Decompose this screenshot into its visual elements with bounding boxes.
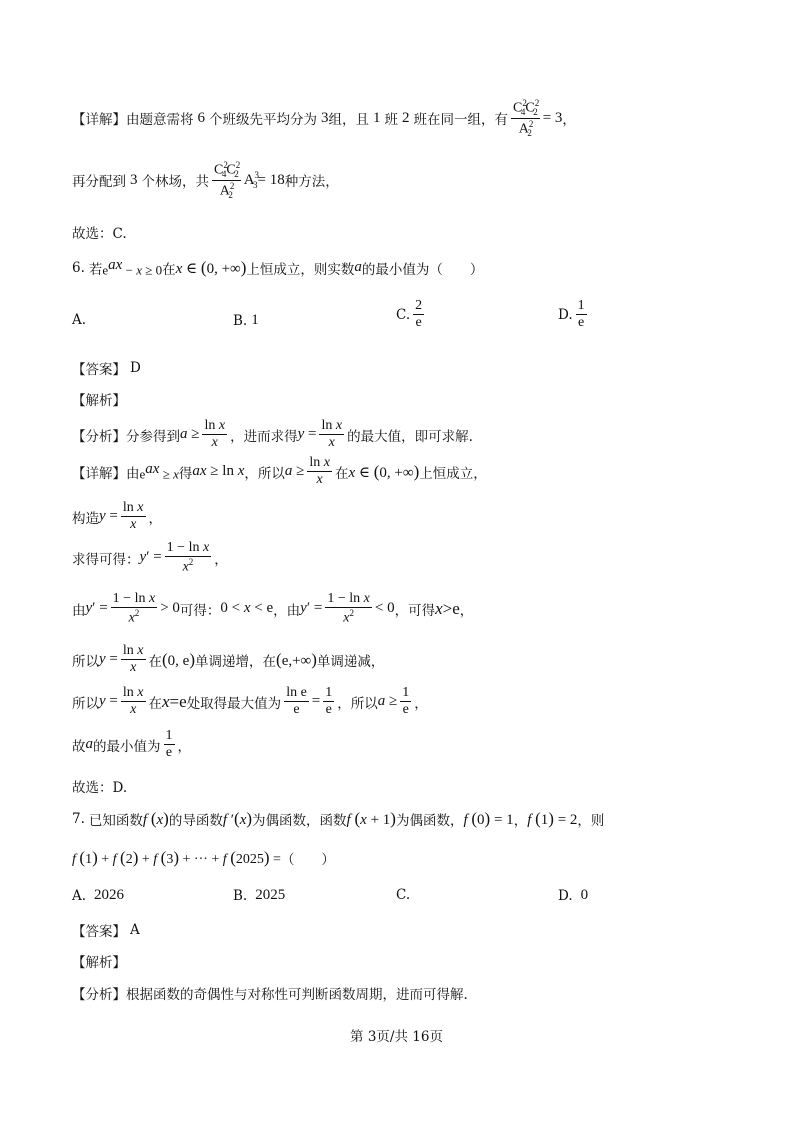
detail-6-line-4: 由 y ′ = $\frac{\text{1 − ln x}}{x^2}$ > 0 可得： 0 < x < e ，由 y ′ = $\frac{\text{1 − ln x}}{x^2}$ < 0 ，可得 x>e ， [72, 591, 474, 626]
question-7-sum: f (1) + f (2) + f (3) + ··· + f (2025) = （ ） [72, 848, 335, 868]
detail-6-line-5: 所以 y = $\frac{\text{ln x}}{x}$ 在 (0, e) 单调递增，在 (e,+∞) 单调递减， [72, 643, 385, 676]
combination-fraction: $\frac{C^2_4C^2_2}{A^2_2}$ [513, 98, 540, 139]
question-6: 6. 若 $e^{ax} - x \ge 0$ 在 x ∈ (0, +∞) 上恒成立，则实数 a 的最小值为（ ） [72, 257, 484, 278]
q6-option-c: C. $\frac{2}{e}$ [396, 298, 423, 331]
detail-6-line-3: 求得可得： y ′ = $\frac{\text{1 − ln x}}{x^2}$ ， [72, 540, 228, 575]
analysis-tag-6: 【解析】 [72, 393, 126, 409]
detail-line-2: 再分配到 3 个林场，共 $\frac{C^2_4C^2_2}{A^2_2}$ $A^3_3$ = 18 种方法， [72, 160, 339, 201]
q7-option-d: D. 0 [558, 887, 589, 904]
combination-fraction-2: $\frac{C^2_4C^2_2}{A^2_2}$ [214, 160, 241, 201]
choose-line-6: 故选：D. [72, 780, 128, 796]
q7-option-c: C. [396, 887, 411, 903]
question-7: 7. 已知函数 f (x) 的导函数 f ′(x) 为偶函数，函数 f (x + 1) 为偶函数， f (0) = 1 ， f (1) = 2 ，则 [72, 809, 605, 829]
q6-option-b: B. 1 [233, 312, 259, 329]
detail-6-line-7: 故 a 的最小值为 $\frac{1}{e}$ ， [72, 728, 191, 761]
page-footer: 第 3页/共 16页 [350, 1029, 443, 1045]
q7-option-a: A. 2026 [72, 887, 125, 904]
q6-option-a: A. [72, 312, 87, 328]
detail-tag: 【详解】 [72, 112, 126, 129]
answer-6: 【答案】 D [72, 360, 141, 378]
detail-6-line-1: 【详解】 由 $e^{ax} \ge x$ 得 ax ≥ ln x ，所以 a ≥ $\frac{\text{ln x}}{x}$ 在 x ∈ (0, +∞) 上恒成立， [72, 455, 487, 488]
detail-6-line-2: 构造 y = $\frac{\text{ln x}}{x}$ ， [72, 500, 162, 533]
detail-line-1: 【详解】 由题意需将 6 个班级先平均分为 3 组，且 1 班 2 班在同一组，有 $\frac{C^2_4C^2_2}{A^2_2}$ = 3 ， [72, 98, 576, 139]
analysis-6: 【分析】 分参得到 a ≥ $\frac{\text{ln x}}{x}$ ，进而求得 y = $\frac{\text{ln x}}{x}$ 的最大值，即可求解. [72, 418, 473, 451]
analysis-tag-7: 【解析】 [72, 955, 126, 971]
answer-7: 【答案】 A [72, 922, 140, 940]
choose-line-1: 故选：C. [72, 226, 127, 242]
q7-option-b: B. 2025 [233, 887, 286, 904]
analysis-7: 【分析】 根据函数的奇偶性与对称性可判断函数周期，进而可得解. [72, 987, 468, 1003]
q6-option-d: D. $\frac{1}{e}$ [558, 298, 585, 331]
detail-6-line-6: 所以 y = $\frac{\text{ln x}}{x}$ 在 x=e 处取得最大值为 $\frac{\text{ln e}}{e}$ = $\frac{1}{e}$ ，所以 a ≥ $\frac{1}{e}$ ， [72, 685, 428, 718]
